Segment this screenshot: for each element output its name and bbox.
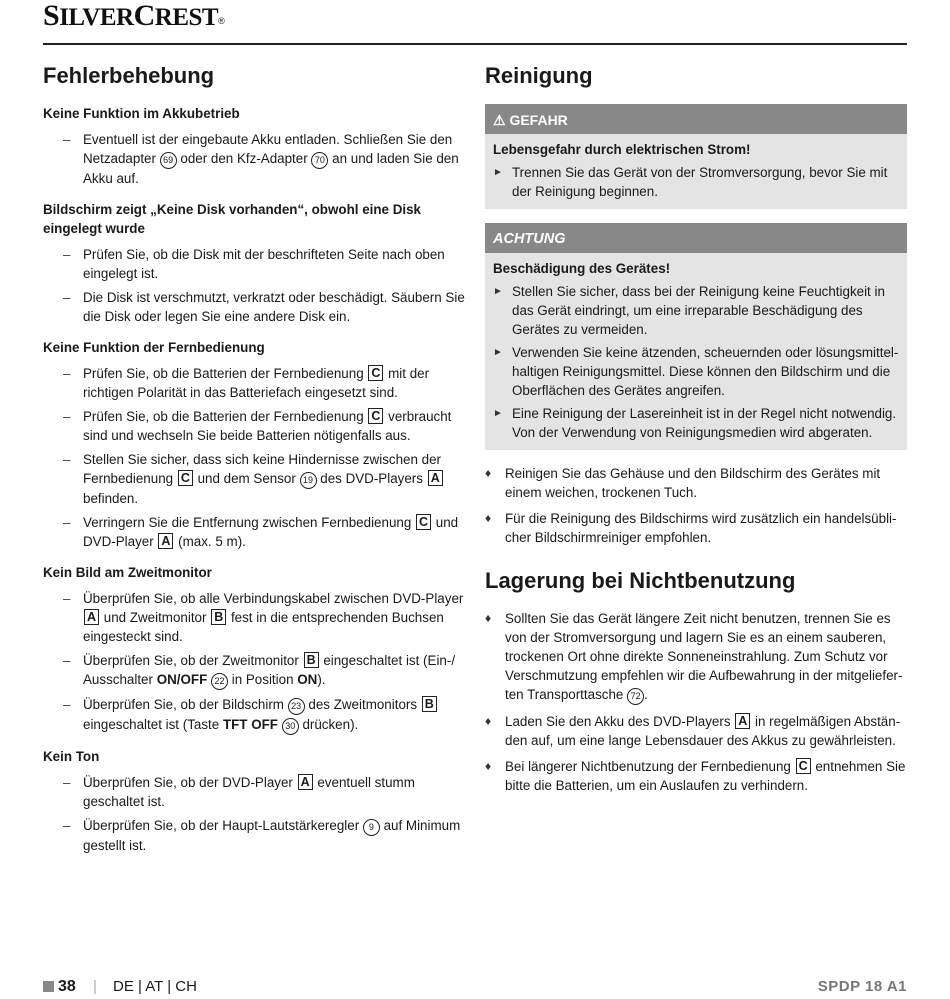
list-item: – Eventuell ist der eingebaute Akku entladen. Schließen Sie den Netzadapter 69 oder den Kfz-Adapter 70 an und laden Sie den Akku auf. bbox=[63, 132, 459, 186]
device-label: C bbox=[178, 470, 193, 486]
part-number: 70 bbox=[311, 152, 328, 169]
list-item: – Prüfen Sie, ob die Batterien der Fernbedienung C verbraucht sind und wechseln Sie beide Batterien nötigenfalls aus. bbox=[63, 409, 452, 443]
section-heading: Keine Funktion im Akkubetrieb bbox=[43, 106, 240, 121]
page-number: 38 bbox=[58, 978, 76, 995]
cleaning-column bbox=[485, 62, 907, 802]
list-item: – Die Disk ist verschmutzt, verkratzt oder beschädigt. Säubern Sie die Disk oder legen Sie eine andere Disk ein. bbox=[63, 290, 465, 324]
device-label: A bbox=[735, 713, 750, 729]
device-label: B bbox=[422, 696, 437, 712]
troubleshooting-column bbox=[43, 62, 468, 867]
part-number: 9 bbox=[363, 819, 380, 836]
storage-list bbox=[485, 609, 907, 795]
section-heading: Bildschirm zeigt „Keine Disk vorhanden“, obwohl eine Disk eingelegt wurde bbox=[43, 202, 421, 236]
device-label: C bbox=[416, 514, 431, 530]
list-item: ► Eine Reinigung der Lasereinheit ist in der Regel nicht notwendig. Von der Verwendung von Reinigungsmedien wird abgeraten. bbox=[493, 406, 897, 440]
device-label: C bbox=[368, 408, 383, 424]
diamond-bullet-icon: ♦ bbox=[485, 611, 492, 625]
danger-header: ⚠ GEFAHR bbox=[485, 104, 907, 134]
list-item: – Überprüfen Sie, ob der Bildschirm 23 des Zweitmonitors B eingeschaltet ist (Taste TFT OFF 30 drücken). bbox=[43, 695, 468, 735]
list-item: ► Verwenden Sie keine ätzenden, scheuernden oder lösungsmittel-haltigen Reinigungsmittel. Diese können den Bildschirm und die Oberflächen des Gerätes angreifen. bbox=[493, 345, 899, 398]
part-number: 19 bbox=[300, 472, 317, 489]
list-item: – Überprüfen Sie, ob der Zweitmonitor B eingeschaltet ist (Ein-/ Ausschalter ON/OFF 22 in Position ON). bbox=[43, 651, 468, 690]
dash-list bbox=[43, 589, 468, 735]
section-heading: Kein Bild am Zweitmonitor bbox=[43, 565, 212, 580]
warning-icon: ⚠ bbox=[493, 112, 506, 128]
diamond-bullet-icon: ♦ bbox=[485, 759, 492, 773]
list-item: – Prüfen Sie, ob die Batterien der Fernbedienung C mit der richtigen Polarität in das Batteriefach eingesetzt sind. bbox=[63, 366, 430, 400]
page-footer bbox=[43, 977, 907, 999]
caution-header: ACHTUNG bbox=[485, 223, 907, 253]
dash-list bbox=[43, 130, 468, 188]
header-rule bbox=[43, 43, 907, 45]
list-item: – Überprüfen Sie, ob der DVD-Player A eventuell stumm geschaltet ist. bbox=[63, 775, 415, 809]
triangle-bullet-icon: ► bbox=[493, 286, 503, 297]
device-label: B bbox=[211, 609, 226, 625]
list-item: – Stellen Sie sicher, dass sich keine Hindernisse zwischen der Fernbedienung C und dem Sensor 19 des DVD-Players A befinden. bbox=[63, 452, 442, 506]
dash-list bbox=[43, 773, 468, 855]
device-label: B bbox=[304, 652, 319, 668]
list-item: ♦ Laden Sie den Akku des DVD-Players A in regelmäßigen Abstän-den auf, um eine lange Lebensdauer des Akkus zu gewährleisten. bbox=[485, 714, 901, 748]
footer-separator: | bbox=[93, 978, 97, 995]
list-item: – Prüfen Sie, ob die Disk mit der beschrifteten Seite nach oben eingelegt ist. bbox=[63, 247, 445, 281]
section-heading: Keine Funktion der Fernbedienung bbox=[43, 340, 265, 355]
diamond-bullet-icon: ♦ bbox=[485, 466, 492, 480]
list-item: – Überprüfen Sie, ob alle Verbindungskabel zwischen DVD-Player A und Zweitmonitor B fest in die entsprechenden Buchsen eingesteckt sind. bbox=[63, 591, 464, 644]
country-codes: DE | AT | CH bbox=[113, 978, 197, 995]
cleaning-list bbox=[485, 464, 907, 547]
danger-title: Lebensgefahr durch elektrischen Strom! bbox=[493, 142, 751, 157]
dash-list bbox=[43, 364, 468, 551]
troubleshooting-title: Fehlerbehebung bbox=[43, 63, 215, 88]
device-label: A bbox=[158, 533, 173, 549]
device-label: A bbox=[84, 609, 99, 625]
part-number: 72 bbox=[627, 688, 644, 705]
triangle-bullet-icon: ► bbox=[493, 408, 503, 419]
list-item: ♦ Bei längerer Nichtbenutzung der Fernbedienung C entnehmen Sie bitte die Batterien, um ein Auslaufen zu verhindern. bbox=[485, 759, 906, 793]
list-item: ♦ Für die Reinigung des Bildschirms wird zusätzlich ein handelsübli-cher Bildschirmreiniger empfohlen. bbox=[485, 511, 897, 545]
footer-square-icon bbox=[43, 981, 54, 992]
dash-list bbox=[43, 245, 468, 326]
storage-title: Lagerung bei Nichtbenutzung bbox=[485, 568, 796, 593]
caution-title: Beschädigung des Gerätes! bbox=[493, 261, 671, 276]
diamond-bullet-icon: ♦ bbox=[485, 511, 492, 525]
part-number: 30 bbox=[282, 718, 299, 735]
list-item: ► Trennen Sie das Gerät von der Stromversorgung, bevor Sie mit der Reinigung beginnen. bbox=[493, 165, 888, 199]
cleaning-title: Reinigung bbox=[485, 63, 593, 88]
device-label: A bbox=[428, 470, 443, 486]
triangle-bullet-icon: ► bbox=[493, 167, 503, 178]
section-heading: Kein Ton bbox=[43, 749, 100, 764]
part-number: 22 bbox=[211, 673, 228, 690]
list-item: – Überprüfen Sie, ob der Haupt-Lautstärkeregler 9 auf Minimum gestellt ist. bbox=[63, 818, 461, 853]
list-item: ► Stellen Sie sicher, dass bei der Reinigung keine Feuchtigkeit in das Gerät eindringt, um eine irreparable Beschädigung des Gerätes zu vermeiden. bbox=[493, 284, 885, 337]
caution-notice bbox=[485, 223, 907, 450]
list-item: ♦ Sollten Sie das Gerät längere Zeit nicht benutzen, trennen Sie es von der Stromversorgung und lagern Sie es an einem sauberen, trockenen Ort ohne direkte Sonneneinstrahlung. Zum Schutz vor Verschmutzung empfehlen wir die Aufbewahrung in der mitgeliefer-ten Transporttasche 72 . bbox=[485, 609, 907, 705]
model-number: SPDP 18 A1 bbox=[817, 978, 907, 995]
danger-notice bbox=[485, 104, 907, 209]
device-label: C bbox=[368, 365, 383, 381]
device-label: A bbox=[298, 774, 313, 790]
list-item: – Verringern Sie die Entfernung zwischen Fernbedienung C und DVD-Player A (max. 5 m). bbox=[63, 515, 459, 549]
diamond-bullet-icon: ♦ bbox=[485, 714, 492, 728]
triangle-bullet-icon: ► bbox=[493, 347, 503, 358]
list-item: ♦ Reinigen Sie das Gehäuse und den Bildschirm des Gerätes mit einem weichen, trockenen Tuch. bbox=[485, 466, 881, 500]
part-number: 23 bbox=[288, 698, 305, 715]
silvercrest-logo: SILVERCREST® bbox=[43, 0, 225, 32]
device-label: C bbox=[796, 758, 811, 774]
part-number: 69 bbox=[160, 152, 177, 169]
